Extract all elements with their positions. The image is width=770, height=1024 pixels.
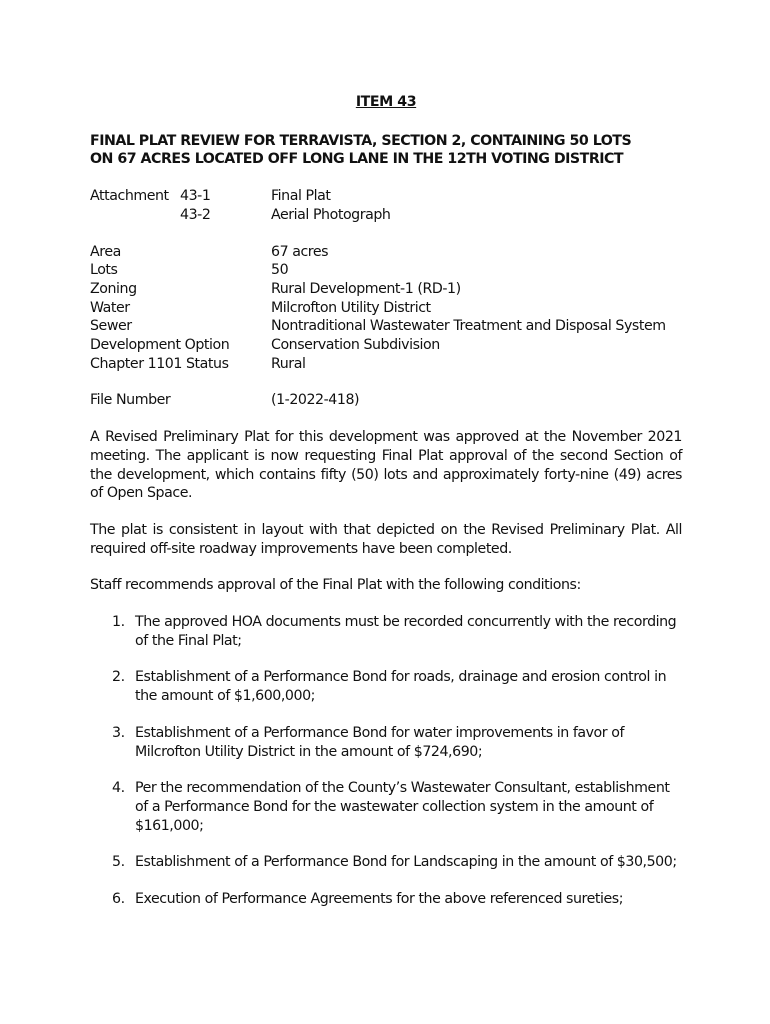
condition-item [112, 779, 682, 835]
condition-item [112, 853, 682, 872]
fact-row [90, 336, 666, 355]
fact-value: Rural [271, 355, 306, 372]
document-page [90, 93, 682, 927]
attachment-title: Aerial Photograph [271, 206, 391, 223]
condition-number: 6. [112, 891, 125, 908]
item-title: ITEM 43 [355, 94, 417, 110]
fact-row [90, 261, 666, 280]
condition-number: 5. [112, 854, 125, 871]
condition-item [112, 613, 682, 650]
file-number-value: (1-2022-418) [271, 392, 360, 409]
fact-label: Development Option [90, 337, 230, 354]
recommendation-paragraph: Staff recommends approval of the Final Plat with the following conditions: [90, 577, 581, 594]
project-facts-table [90, 243, 666, 374]
fact-label: Area [90, 243, 121, 260]
fact-value: Milcrofton Utility District [271, 299, 431, 316]
fact-label: Zoning [90, 280, 137, 297]
fact-label: Chapter 1101 Status [90, 355, 229, 372]
fact-row [90, 299, 666, 318]
attachments-table [90, 187, 390, 224]
condition-item [112, 668, 682, 705]
summary-paragraph: A Revised Preliminary Plat for this development was approved at the November 2021 meeting. The applicant is now requesting Final Plat approval of the second Section of the development, which contains fifty (50) lots and approximately forty-nine (49) acres of Open Space. [90, 429, 682, 502]
fact-row [90, 280, 666, 299]
file-number-label: File Number [90, 392, 171, 409]
condition-number: 2. [112, 669, 125, 686]
fact-value: Conservation Subdivision [271, 337, 440, 354]
condition-number: 4. [112, 780, 125, 797]
attachment-number: 43-2 [180, 206, 211, 223]
fact-value: 67 acres [271, 243, 329, 260]
attachment-label: Attachment [90, 188, 169, 205]
fact-row [90, 243, 666, 262]
condition-text: Establishment of a Performance Bond for Landscaping in the amount of $30,500; [135, 854, 677, 871]
condition-number: 3. [112, 724, 125, 741]
fact-value: 50 [271, 262, 289, 279]
condition-text: Establishment of a Performance Bond for roads, drainage and erosion control in the amount of $1,600,000; [135, 669, 667, 705]
attachment-title: Final Plat [271, 188, 331, 205]
fact-value: Nontraditional Wastewater Treatment and Disposal System [271, 318, 666, 335]
fact-label: Water [90, 299, 130, 316]
file-number-table [90, 391, 359, 410]
condition-text: The approved HOA documents must be recorded concurrently with the recording of the Final Plat; [135, 614, 677, 649]
heading-line: FINAL PLAT REVIEW FOR TERRAVISTA, SECTION 2, CONTAINING 50 LOTS [90, 132, 632, 149]
condition-text: Per the recommendation of the County’s Wastewater Consultant, establishment of a Performance Bond for the wastewater collection system in the amount of $161,000; [135, 780, 670, 834]
conditions-list [90, 613, 682, 909]
attachment-row [90, 206, 390, 225]
condition-text: Execution of Performance Agreements for the above referenced sureties; [135, 891, 624, 908]
fact-label: Lots [90, 262, 118, 279]
condition-number: 1. [112, 614, 125, 631]
attachment-number: 43-1 [180, 188, 211, 205]
condition-item [112, 724, 682, 761]
fact-label: Sewer [90, 318, 132, 335]
condition-text: Establishment of a Performance Bond for water improvements in favor of Milcrofton Utility District in the amount of $724,690; [135, 724, 624, 760]
fact-value: Rural Development-1 (RD-1) [271, 280, 461, 297]
condition-item [112, 890, 682, 909]
attachment-row [90, 187, 390, 206]
fact-row [90, 355, 666, 374]
fact-row [90, 317, 666, 336]
heading-line: ON 67 ACRES LOCATED OFF LONG LANE IN THE 12TH VOTING DISTRICT [90, 151, 624, 168]
file-number-row [90, 391, 359, 410]
document-heading [90, 132, 682, 169]
consistency-paragraph: The plat is consistent in layout with that depicted on the Revised Preliminary Plat. All required off-site roadway improvements have been completed. [90, 521, 682, 557]
